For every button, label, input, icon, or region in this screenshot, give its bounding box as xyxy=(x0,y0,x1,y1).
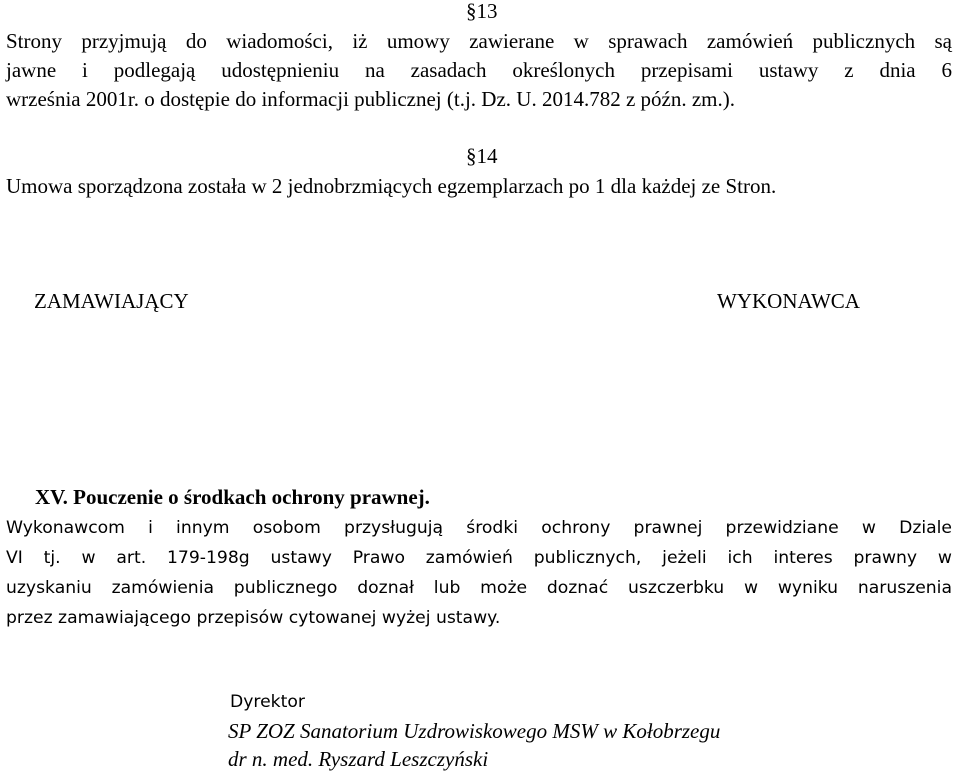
signature-ordering-party: ZAMAWIAJĄCY xyxy=(34,289,189,313)
signature-contractor: WYKONAWCA xyxy=(717,289,860,313)
section-14-mark: §14 xyxy=(466,144,498,168)
chapter-line-1: Wykonawcom i innym osobom przysługują środki ochrony prawnej przewidziane w Dziale xyxy=(6,518,952,538)
section-13-line-1: Strony przyjmują do wiadomości, iż umowy zawierane w sprawach zamówień publicznych są xyxy=(6,29,952,53)
director-institution: SP ZOZ Sanatorium Uzdrowiskowego MSW w Kołobrzegu xyxy=(228,719,721,743)
director-title: Dyrektor xyxy=(230,692,305,712)
section-13-mark: §13 xyxy=(466,0,498,23)
section-13-line-2: jawne i podlegają udostępnieniu na zasadach określonych przepisami ustawy z dnia 6 xyxy=(6,58,952,82)
chapter-line-2: VI tj. w art. 179-198g ustawy Prawo zamówień publicznych, jeżeli ich interes prawny w xyxy=(6,548,952,568)
section-13-line-3: września 2001r. o dostępie do informacji publicznej (t.j. Dz. U. 2014.782 z późn. zm.). xyxy=(6,87,735,111)
director-name: dr n. med. Ryszard Leszczyński xyxy=(228,747,489,771)
chapter-line-3: uzyskaniu zamówienia publicznego doznał lub może doznać uszczerbku w wyniku naruszenia xyxy=(6,578,952,598)
chapter-heading: XV. Pouczenie o środkach ochrony prawnej. xyxy=(35,485,430,509)
section-14-line-1: Umowa sporządzona została w 2 jednobrzmiących egzemplarzach po 1 dla każdej ze Stron. xyxy=(6,174,777,198)
chapter-line-4: przez zamawiającego przepisów cytowanej wyżej ustawy. xyxy=(6,608,501,628)
